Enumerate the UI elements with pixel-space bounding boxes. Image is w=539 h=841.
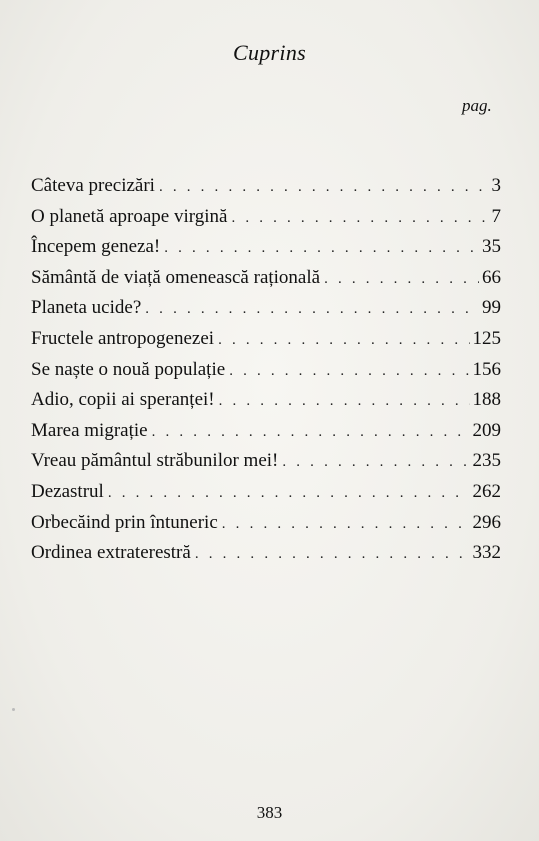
folio-page-number: 383 <box>256 803 283 822</box>
dot-leader <box>324 271 479 288</box>
toc-entry-title: Câteva precizări <box>31 175 155 196</box>
toc-entry <box>31 450 501 481</box>
toc-entry-page: 66 <box>482 266 501 288</box>
dot-leader <box>145 301 479 318</box>
toc-entry <box>31 175 501 206</box>
toc-entry-title: Se naște o nouă populație <box>31 358 226 380</box>
toc-entry-page: 35 <box>482 236 501 258</box>
dot-leader <box>195 546 470 563</box>
toc-entry-page: 156 <box>472 358 501 380</box>
toc-entry <box>31 542 501 573</box>
toc-entry <box>31 420 501 451</box>
toc-entry <box>31 512 501 543</box>
dot-leader <box>282 454 469 471</box>
page-column-label: pag. <box>462 96 492 115</box>
toc-entry-title: Începem geneza! <box>31 236 161 258</box>
toc-entry-title: Adio, copii ai speranței! <box>31 389 215 411</box>
toc-entry-title: Fructele antropogenezei <box>31 327 215 349</box>
toc-entry <box>31 328 501 359</box>
toc-entry <box>31 359 501 390</box>
page-title: Cuprins <box>232 40 306 65</box>
toc-entry-title: Sământă de viață omenească rațională <box>31 266 321 288</box>
dot-leader <box>152 424 470 441</box>
toc-entry <box>31 389 501 420</box>
toc-entry-title: Vreau pământul străbunilor mei! <box>31 450 279 472</box>
toc-entry <box>31 481 501 512</box>
toc-entry-page: 7 <box>491 205 501 227</box>
toc-entry-title: Orbecăind prin întuneric <box>31 511 218 533</box>
dot-leader <box>222 516 470 533</box>
table-of-contents <box>31 175 501 573</box>
toc-entry-page: 188 <box>472 389 501 411</box>
toc-entry-title: Ordinea extraterestră <box>31 542 191 564</box>
toc-entry-page: 235 <box>472 450 501 472</box>
toc-entry <box>31 267 501 298</box>
toc-entry-title: O planetă aproape virgină <box>31 205 228 227</box>
dot-leader <box>218 332 469 349</box>
dot-leader <box>219 393 470 410</box>
toc-entry-page: 209 <box>472 419 501 441</box>
toc-entry-page: 125 <box>472 327 501 349</box>
dot-leader <box>164 240 479 257</box>
dot-leader <box>108 485 470 502</box>
dot-leader <box>229 363 469 380</box>
toc-entry <box>31 206 501 237</box>
toc-entry-title: Marea migrație <box>31 419 148 441</box>
toc-entry <box>31 297 501 328</box>
dot-leader <box>159 179 489 196</box>
toc-entry-title: Planeta ucide? <box>31 297 142 319</box>
toc-entry-title: Dezastrul <box>31 480 104 502</box>
toc-entry-page: 262 <box>472 480 501 502</box>
toc-entry-page: 3 <box>491 175 501 196</box>
toc-entry-page: 332 <box>472 542 501 564</box>
dot-leader <box>231 210 488 227</box>
toc-entry-page: 99 <box>482 297 501 319</box>
paper-speck <box>12 708 15 711</box>
toc-entry-page: 296 <box>472 511 501 533</box>
toc-entry <box>31 236 501 267</box>
